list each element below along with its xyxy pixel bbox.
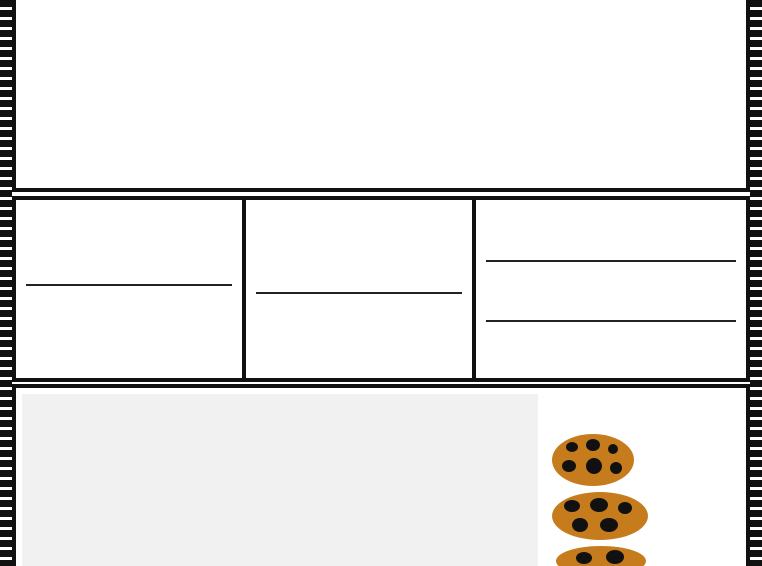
- texture-disc-platy: [556, 546, 646, 566]
- crystal-box-middle: [246, 200, 472, 378]
- texture-disc-fine: [552, 492, 648, 540]
- geologic-time-panel: [16, 0, 746, 188]
- texture-disc-vesicular: [552, 434, 634, 486]
- film-strip-left: [0, 0, 12, 566]
- rocks-panel: [16, 388, 746, 566]
- film-strip-right: [750, 0, 762, 566]
- rock-tiles-grid: [22, 394, 538, 566]
- divider: [486, 320, 736, 322]
- divider: [26, 284, 232, 286]
- divider: [256, 292, 462, 294]
- divider: [486, 260, 736, 262]
- crystal-box-left: [16, 200, 242, 378]
- crystal-box-right: [476, 200, 746, 378]
